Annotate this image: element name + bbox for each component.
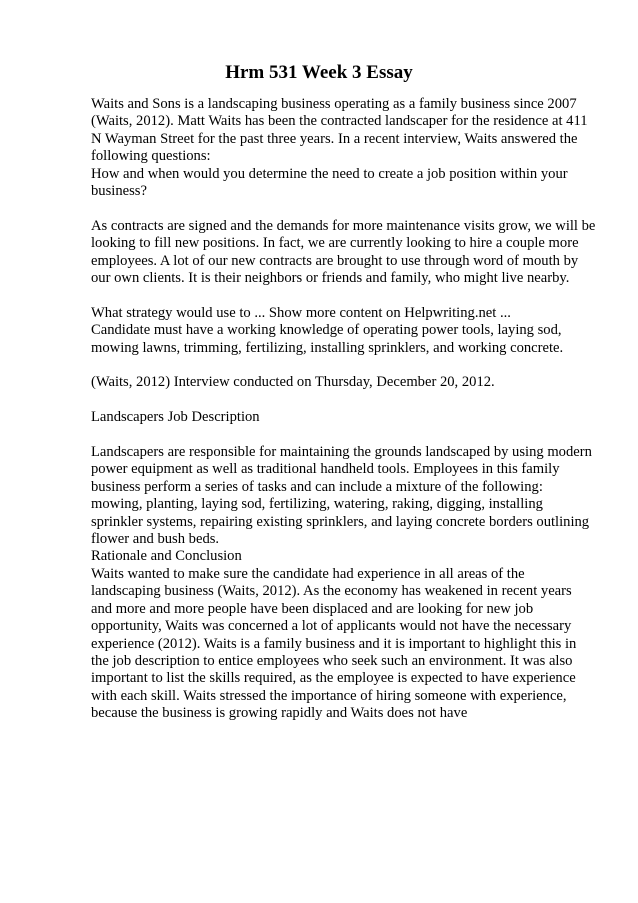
section-heading-rationale: Rationale and Conclusion	[91, 548, 242, 565]
intro-paragraph: Waits and Sons is a landscaping business operating as a family business since 2007 (Waits, 2012). Matt Waits has been the contracted landscaper for the residence at 411 N Wayman Street for the past three years. In a recent interview, Waits answered the following questions:	[91, 96, 588, 165]
job-description-paragraph: Landscapers are responsible for maintaining the grounds landscaped by using modern power equipment as well as traditional handheld tools. Employees in this family business perform a series of tasks and can include a mixture of the following: mowing, planting, laying sod, fertilizing, watering, raking, digging, installing sprinkler systems, repairing existing sprinklers, and laying concrete borders outlining flower and bush beds.	[91, 444, 592, 548]
truncated-question-line: What strategy would use to ... Show more content on Helpwriting.net ...	[91, 304, 511, 321]
page-title: Hrm 531 Week 3 Essay	[225, 62, 413, 83]
paragraph-gap	[91, 392, 596, 409]
interview-citation: (Waits, 2012) Interview conducted on Thursday, December 20, 2012.	[91, 374, 495, 391]
interview-question-1: How and when would you determine the need to create a job position within your business?	[91, 165, 568, 200]
section-heading-job-description: Landscapers Job Description	[91, 409, 260, 426]
rationale-paragraph: Waits wanted to make sure the candidate had experience in all areas of the landscaping business (Waits, 2012). As the economy has weakened in recent years and more and more people have been displaced and are looking for new job opportunity, Waits was concerned a lot of applicants would not have the necessary experience (2012). Waits is a family business and it is important to highlight this in the job description to entice employees who seek such an environment. It was also important to list the skills required, as the employee is expected to have experience with each skill. Waits stressed the importance of hiring someone with experience, because the business is growing rapidly and Waits does not have	[91, 565, 577, 722]
paragraph-gap	[91, 427, 596, 444]
paragraph-gap	[91, 287, 596, 304]
paragraph-gap	[91, 357, 596, 374]
document-body	[91, 96, 596, 723]
interview-answer-1: As contracts are signed and the demands for more maintenance visits grow, we will be looking to fill new positions. In fact, we are currently looking to hire a couple more employees. A lot of our new contracts are brought to use through word of mouth by our own clients. It is their neighbors or friends and family, who might live nearby.	[91, 217, 596, 287]
candidate-requirements: Candidate must have a working knowledge of operating power tools, laying sod, mowing lawns, trimming, fertilizing, installing sprinklers, and working concrete.	[91, 322, 564, 356]
paragraph-gap	[91, 200, 596, 217]
